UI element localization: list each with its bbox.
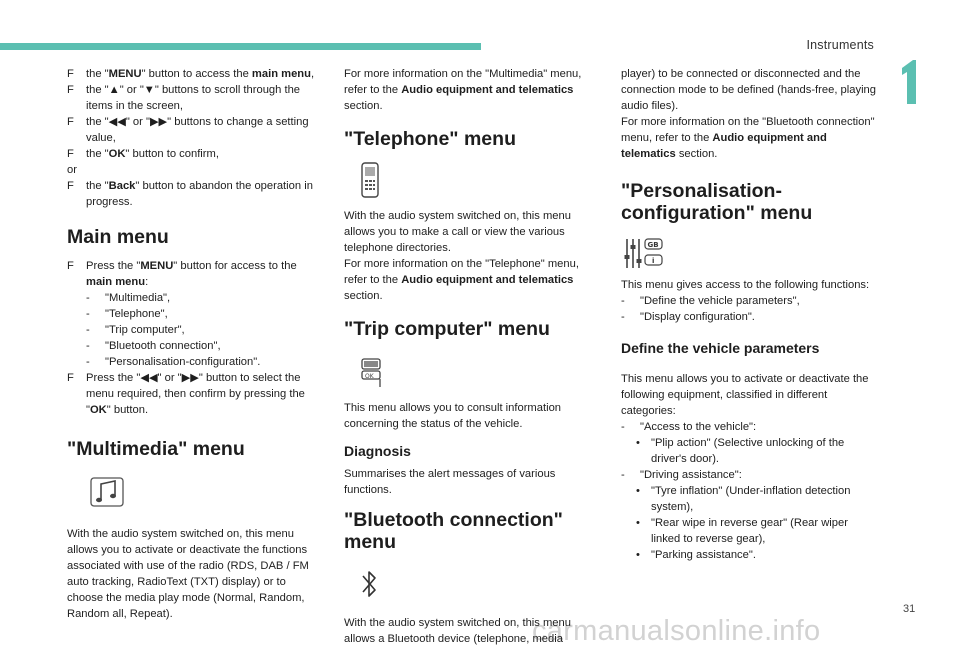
list-item: F the "Back" button to abandon the operation in progress. <box>67 180 313 208</box>
list-item: F Press the "MENU" button for access to the main menu: <box>67 260 297 288</box>
settings-sliders-icon <box>623 236 667 270</box>
column-1 <box>67 66 325 622</box>
bluetooth-more-info: For more information on the "Bluetooth connection" menu, refer to the Audio equipment and telematics section. <box>621 116 875 160</box>
list-item: - "Bluetooth connection", <box>86 340 221 352</box>
section-title: Instruments <box>806 38 874 52</box>
list-item: - "Driving assistance": <box>621 469 742 481</box>
list-item: F the "MENU" button to access the main menu, <box>67 68 315 80</box>
intro-list <box>67 66 325 162</box>
list-item: • "Tyre inflation" (Under-inflation detection system), <box>636 485 851 513</box>
trip-computer-text: This menu allows you to consult information concerning the status of the vehicle. <box>344 402 562 430</box>
main-menu-list <box>67 290 325 370</box>
telephone-heading: "Telephone" menu <box>344 128 516 150</box>
mobile-phone-icon <box>360 162 380 198</box>
list-item: F the "◀◀" or "▶▶" buttons to change a setting value, <box>67 116 309 144</box>
list-item: • "Plip action" (Selective unlocking of the driver's door). <box>636 437 845 465</box>
multimedia-more-info: For more information on the "Multimedia" menu, refer to the Audio equipment and telematics section. <box>344 68 582 112</box>
music-note-icon <box>89 474 125 510</box>
column-3 <box>621 66 879 563</box>
personalisation-text: This menu gives access to the following functions: <box>621 279 870 291</box>
bluetooth-icon <box>360 567 378 601</box>
bluetooth-heading-line2: menu <box>344 531 397 553</box>
bluetooth-text-cont: player) to be connected or disconnected and the connection mode to be defined (hands-free, playing audio files). <box>621 68 876 112</box>
list-item: - "Personalisation-configuration". <box>86 356 261 368</box>
personalisation-heading-line2: configuration" menu <box>621 202 813 224</box>
column-2 <box>344 66 602 647</box>
list-item: F Press the "◀◀" or "▶▶" button to select the menu required, then confirm by pressing the "OK" button. <box>67 372 305 416</box>
main-menu-heading: Main menu <box>67 226 169 248</box>
list-item: • "Rear wipe in reverse gear" (Rear wiper linked to reverse gear), <box>636 517 848 545</box>
bluetooth-heading-line1: "Bluetooth connection" <box>344 509 563 531</box>
list-item: - "Multimedia", <box>86 292 171 304</box>
personalisation-heading-line1: "Personalisation- <box>621 180 782 202</box>
diagnosis-text: Summarises the alert messages of various functions. <box>344 468 556 496</box>
header-accent-bar <box>0 43 481 50</box>
list-item: F the "OK" button to confirm, <box>67 148 219 160</box>
define-parameters-text: This menu allows you to activate or deactivate the following equipment, classified in different categories: <box>621 373 869 417</box>
list-item: - "Access to the vehicle": <box>621 421 757 433</box>
trip-computer-heading: "Trip computer" menu <box>344 318 550 340</box>
telephone-text: With the audio system switched on, this menu allows you to make a call or view the various telephone directories. <box>344 210 571 254</box>
list-item: F the "▲" or "▼" buttons to scroll through the items in the screen, <box>67 84 301 112</box>
list-item: - "Telephone", <box>86 308 168 320</box>
list-item: - "Define the vehicle parameters", <box>621 295 800 307</box>
chapter-number <box>896 58 922 106</box>
or-text: or <box>67 164 77 176</box>
diagnosis-heading: Diagnosis <box>344 443 411 459</box>
telephone-more-info: For more information on the "Telephone" menu, refer to the Audio equipment and telematics section. <box>344 258 579 302</box>
define-parameters-heading: Define the vehicle parameters <box>621 340 820 356</box>
trip-computer-icon <box>360 358 384 388</box>
svg-text:i: i <box>652 257 655 265</box>
svg-text:GB: GB <box>647 241 659 249</box>
list-item: - "Trip computer", <box>86 324 185 336</box>
multimedia-heading: "Multimedia" menu <box>67 438 245 460</box>
bluetooth-text: With the audio system switched on, this menu allows a Bluetooth device (telephone, media <box>344 617 571 645</box>
list-item: - "Display configuration". <box>621 311 755 323</box>
page-number: 31 <box>903 603 916 615</box>
watermark: carmanualsonline.info <box>532 615 821 647</box>
list-item: • "Parking assistance". <box>636 549 756 561</box>
multimedia-text: With the audio system switched on, this menu allows you to activate or deactivate the functions associated with use of the radio (RDS, DAB / FM auto tracking, RadioText (TXT) display) or to choose the media play mode (Normal, Random, Random all, Repeat). <box>67 528 309 620</box>
svg-text:OK: OK <box>365 373 374 380</box>
